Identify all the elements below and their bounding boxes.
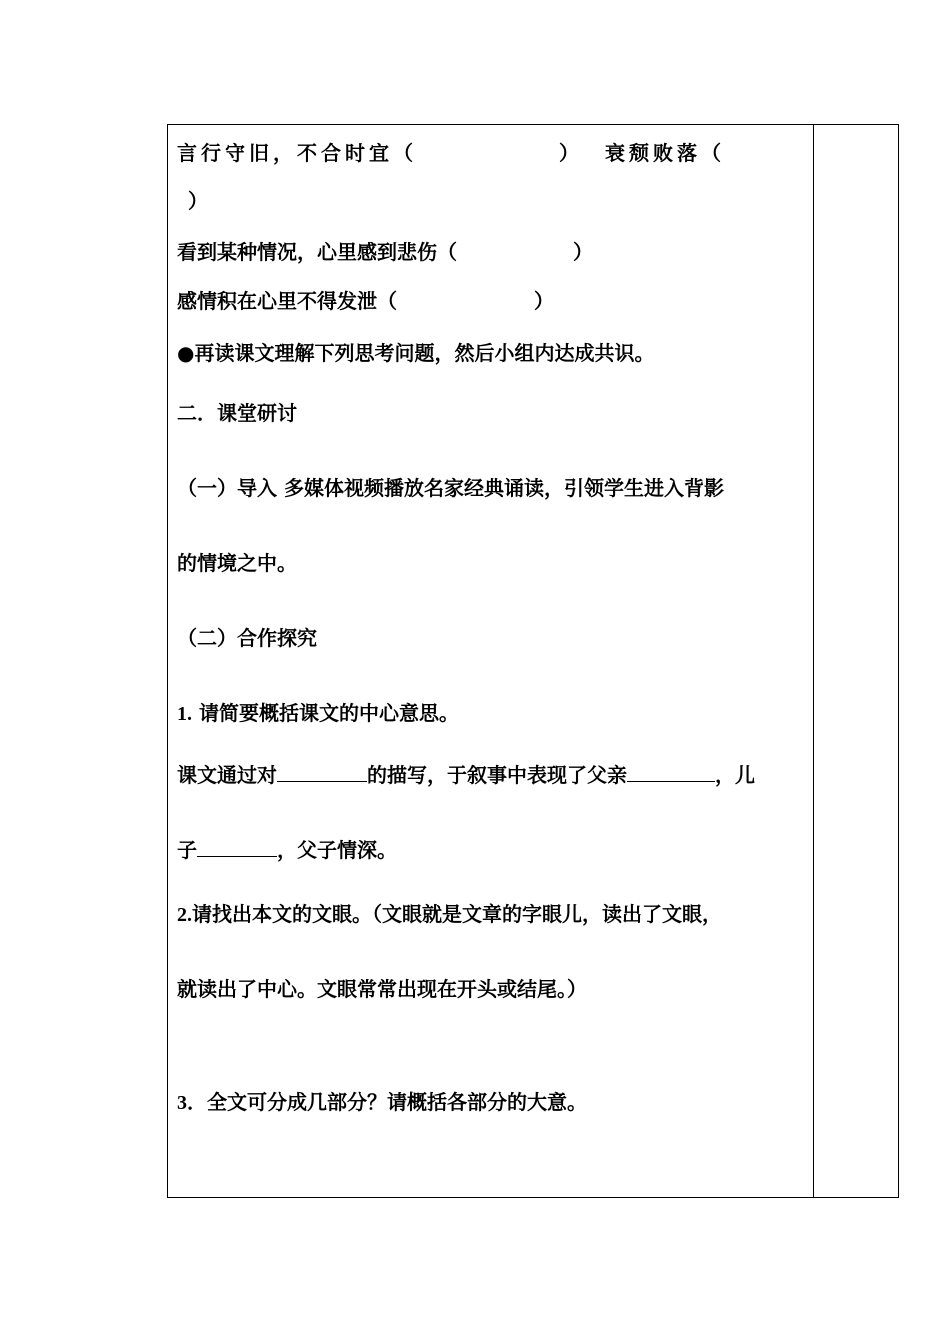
intro-paragraph-line-1: （一）导入 多媒体视频播放名家经典诵读，引领学生进入背影 — [177, 476, 724, 500]
question-2-continued: 就读出了中心。文眼常常出现在开头或结尾。） — [177, 977, 587, 1001]
question-text-3: ．全文可分成几部分？请概括各部分的大意。 — [187, 1090, 587, 1114]
worksheet-table — [167, 124, 899, 1198]
question-3 — [177, 1088, 587, 1117]
paren-close-4: ） — [534, 289, 554, 313]
fill-text-c: ，儿 — [715, 763, 755, 787]
question-text-1: 请简要概括课文的中心意思。 — [192, 701, 459, 725]
fill-in-line-1 — [177, 761, 755, 789]
fill-text-e: ，父子情深。 — [277, 838, 397, 862]
column-divider — [813, 125, 814, 1197]
paren-close-3: ） — [573, 240, 593, 264]
question-number-2: 2. — [177, 904, 192, 926]
vocab-line-4 — [177, 287, 554, 315]
fill-in-line-2 — [177, 836, 397, 864]
vocab-line-1 — [177, 139, 725, 167]
fill-blank-2 — [627, 763, 715, 782]
vocab-definition-2: 衰颓败落（ — [605, 141, 725, 165]
vocab-definition-4: 感情积在心里不得发泄（ — [177, 289, 397, 313]
fill-text-b: 的描写，于叙事中表现了父亲 — [367, 763, 627, 787]
question-1 — [177, 699, 459, 728]
fill-text-d: 子 — [177, 838, 197, 862]
question-number-3: 3 — [177, 1092, 187, 1114]
fill-blank-1 — [277, 763, 367, 782]
vocab-definition-1: 言行守旧，不合时宜（ — [177, 141, 417, 165]
vocab-definition-3: 看到某种情况，心里感到悲伤（ — [177, 240, 457, 264]
main-cell — [177, 125, 807, 1197]
paren-close-1: ） — [559, 141, 579, 165]
fill-text-a: 课文通过对 — [177, 763, 277, 787]
paren-close-2: ） — [188, 189, 208, 213]
intro-paragraph-line-2: 的情境之中。 — [177, 551, 297, 575]
question-2 — [177, 900, 722, 929]
instruction-reread: ●再读课文理解下列思考问题，然后小组内达成共识。 — [177, 341, 655, 365]
vocab-line-3 — [177, 238, 593, 266]
subsection-heading-cooperative: （二）合作探究 — [177, 626, 317, 650]
question-number-1: 1. — [177, 703, 192, 725]
fill-blank-3 — [197, 838, 277, 857]
question-text-2: 请找出本文的文眼。（文眼就是文章的字眼儿，读出了文眼， — [192, 902, 722, 926]
section-heading-2: 二．课堂研讨 — [177, 401, 297, 425]
